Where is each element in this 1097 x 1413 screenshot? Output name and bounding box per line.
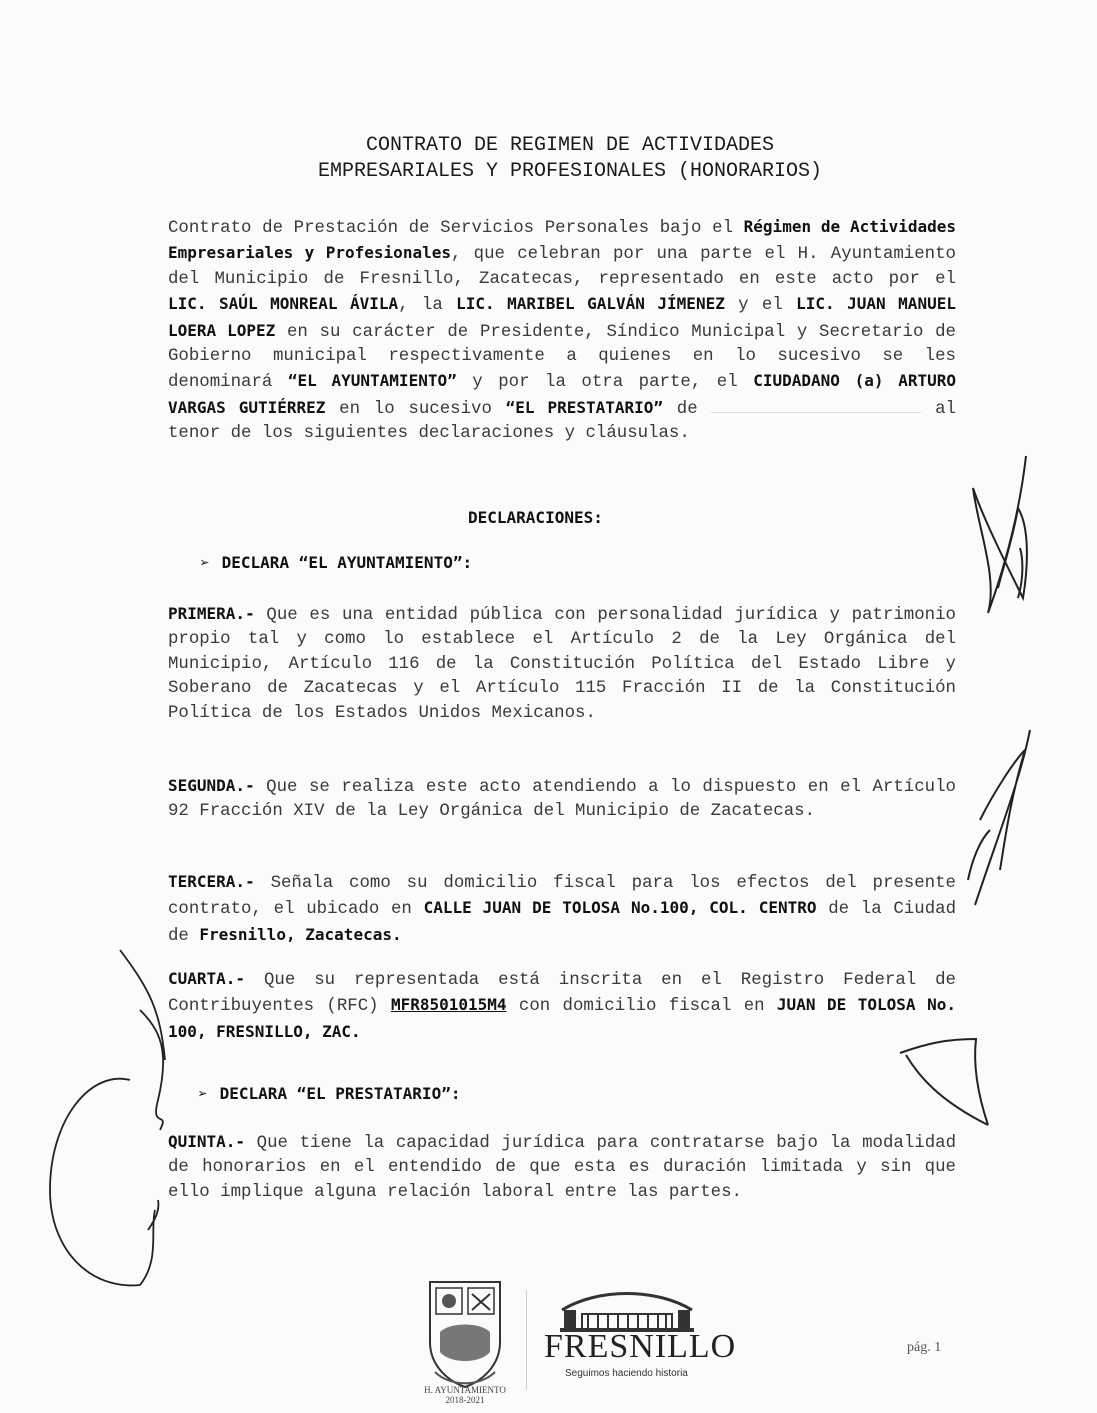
intro-text-6: y por la otra parte, el (456, 373, 754, 393)
intro-ayuntamiento: “EL AYUNTAMIENTO” (287, 371, 457, 391)
intro-ciudadano: CIUDADANO (a) ARTURO VARGAS GUTIÉRREZ (168, 371, 956, 417)
signature-right-bottom (898, 1035, 998, 1130)
clause-segunda (168, 774, 956, 825)
intro-text-8: de (663, 399, 712, 419)
declara-ayuntamiento-label: DECLARA “EL AYUNTAMIENTO”: (221, 553, 473, 572)
fresnillo-arch-icon (558, 1282, 696, 1332)
signature-left (30, 930, 180, 1310)
footer-divider (526, 1290, 527, 1390)
seal-caption (410, 1385, 520, 1405)
cuarta-text-2: con domicilio fiscal en (506, 997, 777, 1017)
intro-text-1: Contrato de Prestación de Servicios Personales bajo el (168, 219, 744, 238)
clause-primera (168, 602, 956, 726)
tercera-text-1: Señala como su domicilio fiscal para los efectos del presente contrato, el ubicado en (168, 874, 956, 920)
signature-right-top (968, 448, 1048, 623)
clause-quinta (168, 1130, 956, 1205)
segunda-text: Que se realiza este acto atendiendo a lo dispuesto en el Artículo 92 Fracción XIV de la Ley Orgánica del Municipio de Zacatecas. (168, 778, 956, 822)
intro-secretario: LIC. JUAN MANUEL LOERA LOPEZ (168, 294, 956, 340)
cuarta-text-1: Que su representada está inscrita en el Registro Federal de Contribuyentes (RFC) (168, 971, 956, 1017)
intro-sindico: LIC. MARIBEL GALVÁN JÍMENEZ (456, 294, 725, 314)
title-line-1: CONTRATO DE REGIMEN DE ACTIVIDADES (365, 134, 775, 157)
declara-ayuntamiento-heading (200, 553, 472, 572)
signature-right-middle (960, 720, 1050, 910)
intro-text-4: y el (724, 296, 797, 316)
tercera-city: Fresnillo, Zacatecas. (199, 924, 402, 944)
page-number: pág. 1 (907, 1340, 942, 1355)
arrow-icon: ➢ (200, 553, 210, 572)
intro-text-3: , la (398, 296, 457, 316)
clause-tercera (168, 870, 956, 949)
rfc-value: MFR8501015M4 (390, 995, 507, 1015)
title-line-2: EMPRESARIALES Y PROFESIONALES (HONORARIOS) (317, 160, 823, 183)
intro-text-5: en su carácter de Presidente, Síndico Municipal y Secretario de Gobierno municipal respectivamente a quienes en lo sucesivo se les denominará (168, 322, 956, 393)
cuarta-label: CUARTA.- (168, 969, 246, 988)
seal-line-2: 2018-2021 (445, 1395, 485, 1405)
primera-label: PRIMERA.- (168, 604, 255, 623)
declara-prestatario-heading (198, 1084, 460, 1103)
tercera-text-2: de la Ciudad de (168, 900, 957, 946)
brand-name: FRESNILLO (544, 1328, 737, 1365)
intro-text-9: al tenor de los siguientes declaraciones y cláusulas. (168, 399, 957, 444)
segunda-label: SEGUNDA.- (168, 776, 255, 795)
blank-field (711, 398, 921, 413)
arrow-icon: ➢ (198, 1084, 208, 1103)
intro-paragraph (168, 215, 956, 447)
declaraciones-heading: DECLARACIONES: (468, 508, 603, 527)
seal-line-1: H. AYUNTAMIENTO (424, 1385, 506, 1395)
tercera-label: TERCERA.- (168, 872, 255, 891)
primera-text: Que es una entidad pública con personalidad jurídica y patrimonio propio tal y como lo establece el Artículo 2 de la Ley Orgánica del Municipio, Artículo 116 de la Constitución Política del Estado Libre y Soberano de Zacatecas y el Artículo 115 Fracción II de la Constitución Política de los Estados Unidos Mexicanos. (168, 606, 956, 723)
municipal-coat-of-arms-icon (420, 1272, 510, 1402)
intro-text-2: , que celebran por una parte el H. Ayuntamiento del Municipio de Fresnillo, Zacatecas, representado en este acto por el (168, 245, 956, 289)
tercera-address: CALLE JUAN DE TOLOSA No.100, COL. CENTRO (423, 898, 817, 918)
cuarta-address: JUAN DE TOLOSA No. 100, FRESNILLO, ZAC. (168, 995, 956, 1041)
declara-prestatario-label: DECLARA “EL PRESTATARIO”: (219, 1084, 461, 1103)
clause-cuarta (168, 967, 956, 1046)
intro-president: LIC. SAÚL MONREAL ÁVILA (168, 294, 399, 314)
intro-regime: Régimen de Actividades Empresariales y Profesionales (168, 217, 956, 263)
intro-text-7: en lo sucesivo (325, 399, 506, 419)
quinta-text: Que tiene la capacidad jurídica para contratarse bajo la modalidad de honorarios en el entendido de que esta es duración limitada y sin que ello implique alguna relación laboral entre las partes. (168, 1134, 956, 1202)
intro-prestatario: “EL PRESTATARIO” (505, 397, 664, 417)
quinta-label: QUINTA.- (168, 1132, 246, 1151)
document-title (160, 133, 980, 185)
brand-tagline: Seguimos haciendo historia (565, 1368, 688, 1379)
